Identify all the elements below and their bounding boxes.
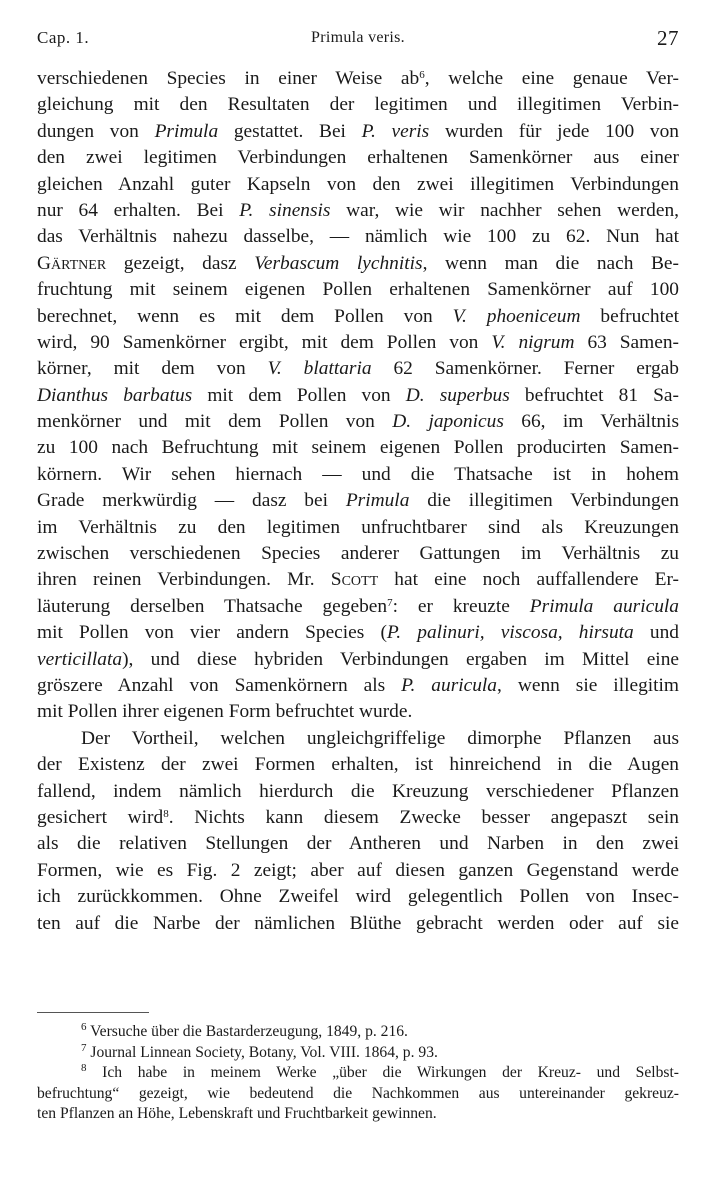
- text-line: Der Vortheil, welchen ungleichgriffelige dimorphe Pflanzen aus: [81, 727, 679, 749]
- text-line: das Verhältnis nahezu dasselbe, — nämlich wie 100 zu 62. Nun hat: [37, 226, 679, 248]
- text-line: gleichen Anzahl guter Kapseln von den zwei illegitimen Verbindungen: [37, 173, 679, 195]
- footnote-7: $^7$ Journal Linnean Society, Botany, Vol. VIII. 1864, p. 93.: [81, 1042, 438, 1061]
- text-line: Gärtner gezeigt, dasz Verbascum lychnitis, wenn man die nach Be-: [37, 252, 679, 274]
- footnote-8-continued: ten Pflanzen an Höhe, Lebenskraft und Fruchtbarkeit gewinnen.: [37, 1105, 437, 1122]
- text-line: nur 64 erhalten. Bei P. sinensis war, wie wir nachher sehen werden,: [37, 199, 679, 221]
- chapter-label: Cap. 1.: [37, 28, 90, 47]
- text-line: körnern. Wir sehen hiernach — und die Thatsache ist in hohem: [37, 463, 679, 485]
- text-line: ich zurückkommen. Ohne Zweifel wird gelegentlich Pollen von Insec-: [37, 886, 679, 908]
- text-line: ten auf die Narbe der nämlichen Blüthe gebracht werden oder auf sie: [37, 912, 679, 934]
- text-line: körner, mit dem von V. blattaria 62 Samenkörner. Ferner ergab: [37, 358, 679, 380]
- footnote-8-continued: befruchtung“ gezeigt, wie bedeutend die Nachkommen aus untereinander gekreuz-: [37, 1084, 679, 1102]
- footnote-8: $^8$ Ich habe in meinem Werke „über die Wirkungen der Kreuz- und Selbst-: [81, 1063, 679, 1081]
- text-line: Formen, wie es Fig. 2 zeigt; aber auf diesen ganzen Gegenstand werde: [37, 859, 679, 881]
- text-line: ihren reinen Verbindungen. Mr. Scott hat eine noch auffallendere Er-: [37, 569, 679, 591]
- page-header: [37, 26, 679, 56]
- footnote-ref[interactable]: 6: [419, 69, 425, 81]
- text-line: gröszere Anzahl von Samenkörnern als P. auricula, wenn sie illegitim: [37, 674, 679, 696]
- text-line: läuterung derselben Thatsache gegeben$^7$: er kreuzte Primula auricula: [37, 595, 679, 617]
- text-line: fallend, indem nämlich hierdurch die Kreuzung verschiedener Pflanzen: [37, 780, 679, 802]
- text-line: wird, 90 Samenkörner ergibt, mit dem Pollen von V. nigrum 63 Samen-: [37, 331, 679, 353]
- page-number: 27: [657, 26, 679, 50]
- text-line: menkörner und mit dem Pollen von D. japonicus 66, im Verhältnis: [37, 411, 679, 433]
- text-line: gesichert wird$^8$. Nichts kann diesem Zwecke besser angepaszt sein: [37, 806, 679, 828]
- text-line: Dianthus barbatus mit dem Pollen von D. superbus befruchtet 81 Sa-: [37, 384, 679, 406]
- footnotes: [37, 1022, 679, 1125]
- text-line: fruchtung mit seinem eigenen Pollen erhaltenen Samenkörner auf 100: [37, 279, 679, 301]
- text-line: mit Pollen von vier andern Species (P. palinuri, viscosa, hirsuta und: [37, 622, 679, 644]
- text-line: berechnet, wenn es mit dem Pollen von V. phoeniceum befruchtet: [37, 305, 679, 327]
- text-line: verschiedenen Species in einer Weise $ab^6$, welche eine genaue Ver-: [37, 68, 679, 89]
- main-text: [37, 66, 679, 937]
- footnote-divider: [37, 1012, 149, 1013]
- text-line: gleichung mit den Resultaten der legitimen und illegitimen Verbin-: [37, 94, 679, 116]
- text-line: Grade merkwürdig — dasz bei Primula die illegitimen Verbindungen: [37, 490, 679, 512]
- footnote-ref[interactable]: 7: [387, 596, 393, 609]
- text-line: im Verhältnis zu den legitimen unfruchtbarer sind als Kreuzungen: [37, 516, 679, 538]
- footnote-ref[interactable]: 8: [163, 807, 169, 820]
- text-line: verticillata), und diese hybriden Verbindungen ergaben im Mittel eine: [37, 648, 679, 670]
- footnote-6: $^6$ Versuche über die Bastarderzeugung, 1849, p. 216.: [81, 1022, 408, 1040]
- text-line: als die relativen Stellungen der Antheren und Narben in den zwei: [37, 833, 679, 855]
- text-line: den zwei legitimen Verbindungen erhaltenen Samenkörner aus einer: [37, 147, 679, 169]
- text-line: der Existenz der zwei Formen erhalten, ist hinreichend in die Augen: [37, 754, 679, 776]
- text-line: dungen von Primula gestattet. Bei P. veris wurden für jede 100 von: [37, 120, 679, 142]
- text-line: mit Pollen ihrer eigenen Form befruchtet wurde.: [37, 701, 413, 723]
- running-title: Primula veris.: [311, 29, 405, 46]
- text-line: zu 100 nach Befruchtung mit seinem eigenen Pollen producirten Samen-: [37, 437, 679, 459]
- text-line: zwischen verschiedenen Species anderer Gattungen im Verhältnis zu: [37, 543, 679, 565]
